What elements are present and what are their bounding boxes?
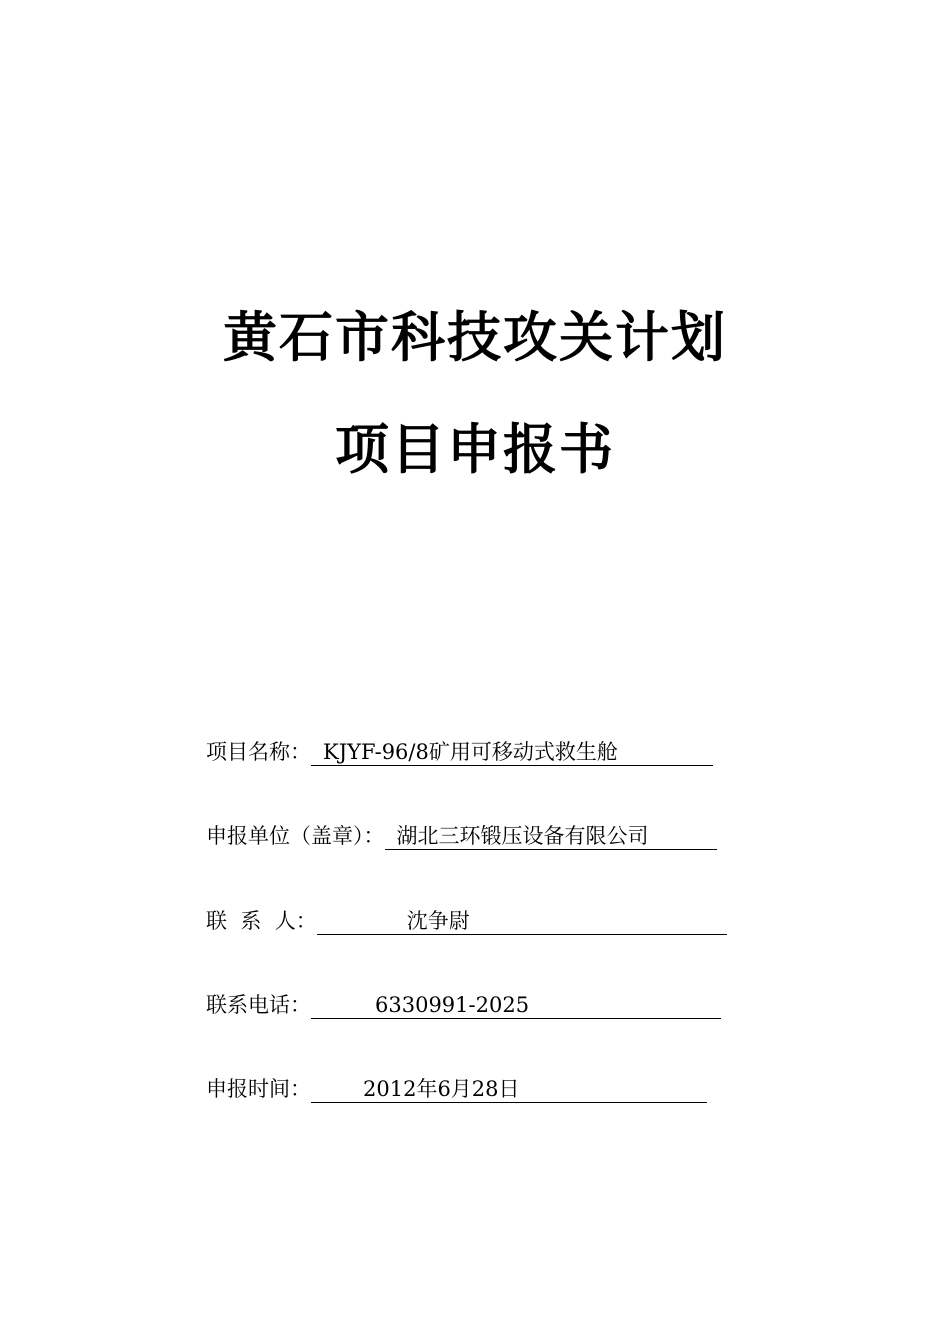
document-title-line-2: 项目申报书 [335, 418, 615, 481]
field-value-application-date: 2012年6月28日 [311, 1075, 707, 1103]
field-label-project-name: 项目名称： [206, 740, 311, 764]
field-contact-phone [206, 987, 721, 1019]
field-value-contact-person: 沈争尉 [317, 907, 727, 935]
field-label-application-date: 申报时间： [206, 1077, 311, 1101]
field-project-name [206, 734, 713, 766]
field-value-project-name: KJYF-96/8矿用可移动式救生舱 [311, 738, 713, 766]
field-value-applicant-unit: 湖北三环锻压设备有限公司 [385, 822, 717, 850]
field-value-contact-phone: 6330991-2025 [311, 991, 721, 1019]
field-application-date [206, 1071, 707, 1103]
field-label-contact-person: 联 系 人： [206, 909, 317, 933]
document-title-line-1: 黄石市科技攻关计划 [223, 306, 727, 369]
field-applicant-unit [206, 818, 717, 850]
field-contact-person [206, 903, 727, 935]
field-label-applicant-unit: 申报单位（盖章）： [206, 824, 385, 848]
field-label-contact-phone: 联系电话： [206, 993, 311, 1017]
